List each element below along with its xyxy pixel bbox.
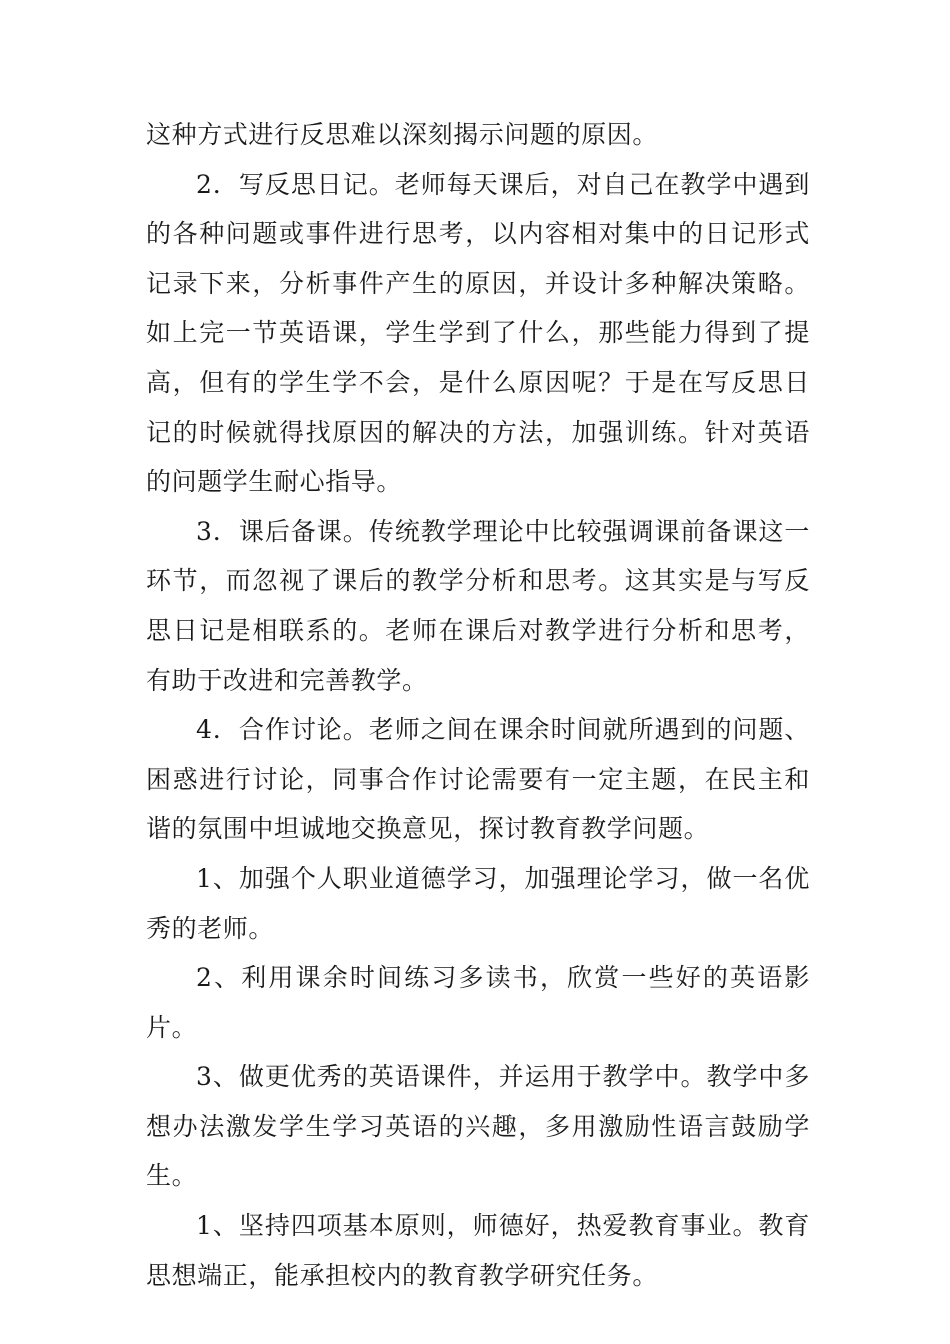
paragraph-plan-item-3: 3、做更优秀的英语课件，并运用于教学中。教学中多想办法激发学生学习英语的兴趣，多用激励性语言鼓励学生。 [146, 1062, 810, 1191]
paragraph-plan-item-1: 1、加强个人职业道德学习，加强理论学习，做一名优秀的老师。 [146, 863, 810, 943]
paragraph-after-class-prep: 3．课后备课。传统教学理论中比较强调课前备课这一环节，而忽视了课后的教学分析和思考。这其实是与写反思日记是相联系的。老师在课后对教学进行分析和思考，有助于改进和完善教学。 [146, 516, 810, 695]
paragraph-summary-item-1: 1、坚持四项基本原则，师德好，热爱教育事业。教育思想端正，能承担校内的教育教学研究任务。 [146, 1211, 810, 1290]
paragraph-plan-item-2: 2、利用课余时间练习多读书，欣赏一些好的英语影片。 [146, 963, 810, 1042]
paragraph-reflection-diary: 2．写反思日记。老师每天课后，对自己在教学中遇到的各种问题或事件进行思考，以内容相对集中的日记形式记录下来，分析事件产生的原因，并设计多种解决策略。如上完一节英语课，学生学到了什么，那些能力得到了提高，但有的学生学不会，是什么原因呢？于是在写反思日记的时候就得找原因的解决的方法，加强训练。针对英语的问题学生耐心指导。 [146, 169, 810, 497]
document-body [146, 110, 810, 1300]
paragraph-cooperative-discussion: 4．合作讨论。老师之间在课余时间就所遇到的问题、困惑进行讨论，同事合作讨论需要有一定主题，在民主和谐的氛围中坦诚地交换意见，探讨教育教学问题。 [146, 715, 810, 844]
paragraph-continuation: 这种方式进行反思难以深刻揭示问题的原因。 [146, 120, 659, 149]
